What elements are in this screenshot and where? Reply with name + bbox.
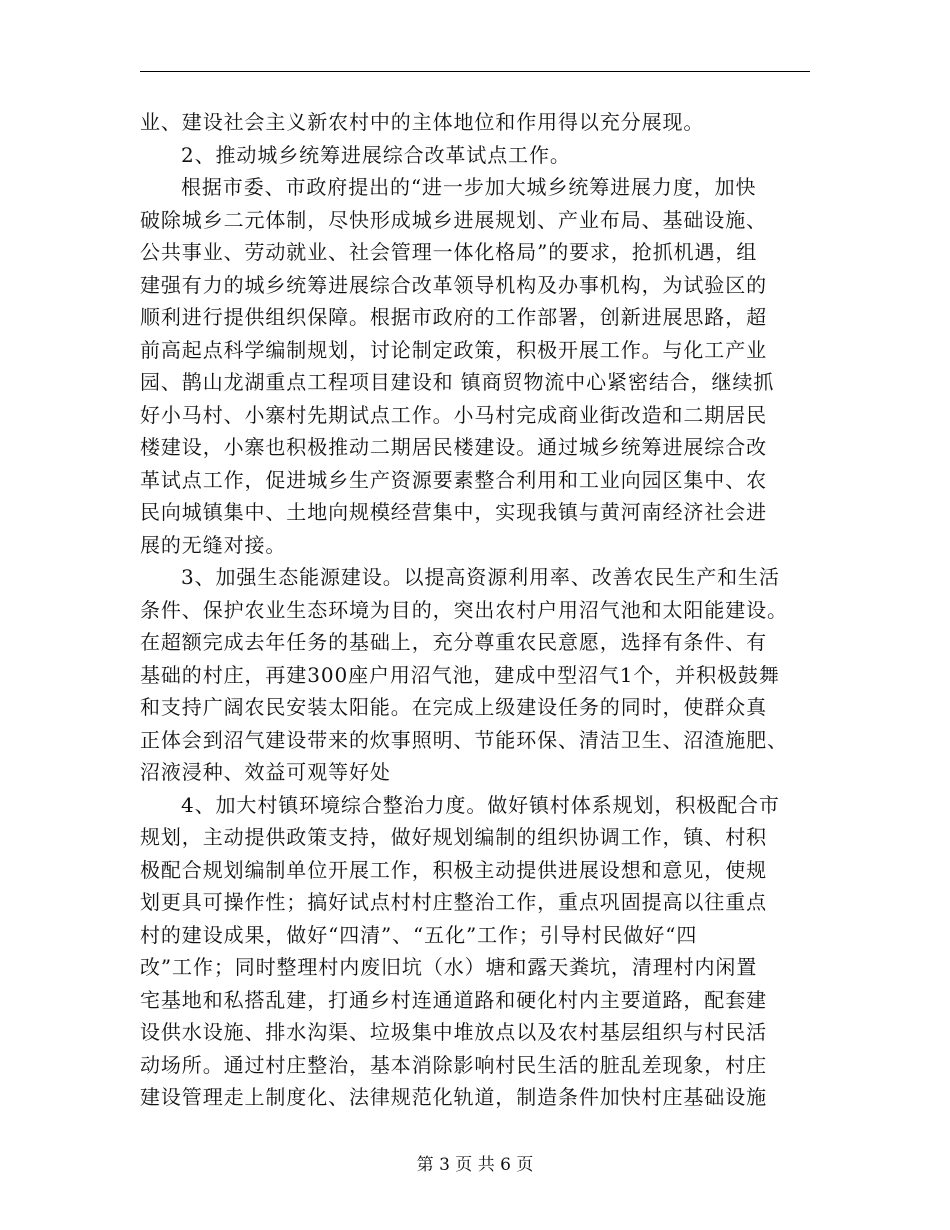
page-number-footer: 第 3 页 共 6 页 xyxy=(416,1155,534,1175)
text-line: 根据市委、市政府提出的“进一步加大城乡统筹进展力度，加快 xyxy=(181,175,757,199)
text-line: 和支持广阔农民安装太阳能。在完成上级建设任务的同时，使群众真 xyxy=(140,695,767,719)
text-line: 展的无缝对接。 xyxy=(140,532,287,557)
text-line: 设供水设施、排水沟渠、垃圾集中堆放点以及农村基层组织与村民活 xyxy=(140,1020,767,1044)
text-line: 动场所。通过村庄整治，基本消除影响村民生活的脏乱差现象，村庄 xyxy=(140,1052,767,1077)
text-line: 顺利进行提供组织保障。根据市政府的工作部署，创新进展思路，超 xyxy=(140,305,767,329)
text-line: 公共事业、劳动就业、社会管理一体化格局”的要求，抢抓机遇，组 xyxy=(140,240,758,264)
text-line: 划更具可操作性；搞好试点村村庄整治工作，重点巩固提高以往重点 xyxy=(140,890,767,914)
text-line: 前高起点科学编制规划，讨论制定政策，积极开展工作。与化工产业 xyxy=(140,337,767,362)
text-line: 建强有力的城乡统筹进展综合改革领导机构及办事机构，为试验区的 xyxy=(140,272,767,297)
text-line: 基础的村庄，再建300座户用沼气池，建成中型沼气1个，并积极鼓舞 xyxy=(140,662,780,687)
text-line: 村的建设成果，做好“四清”、“五化”工作；引导村民做好“四 xyxy=(140,922,698,947)
text-line: 在超额完成去年任务的基础上，充分尊重农民意愿，选择有条件、有 xyxy=(140,630,767,654)
text-line: 沼液浸种、效益可观等好处 xyxy=(140,760,391,784)
text-line: 建设管理走上制度化、法律规范化轨道，制造条件加快村庄基础设施 xyxy=(140,1085,767,1109)
text-line: 破除城乡二元体制，尽快形成城乡进展规划、产业布局、基础设施、 xyxy=(140,207,767,232)
text-line: 宅基地和私搭乱建，打通乡村连通道路和硬化村内主要道路，配套建 xyxy=(140,987,767,1012)
text-line: 民向城镇集中、土地向规模经营集中，实现我镇与黄河南经济社会进 xyxy=(140,500,767,524)
text-line: 革试点工作，促进城乡生产资源要素整合利用和工业向园区集中、农 xyxy=(140,467,767,492)
text-line: 改”工作；同时整理村内废旧坑（水）塘和露天粪坑，清理村内闲置 xyxy=(140,955,758,979)
text-line: 极配合规划编制单位开展工作，积极主动提供进展设想和意见，使规 xyxy=(140,857,767,882)
text-line: 楼建设，小寨也积极推动二期居民楼建设。通过城乡统筹进展综合改 xyxy=(140,435,767,459)
document-body xyxy=(140,106,810,1114)
section-paragraph-start: 4、加大村镇环境综合整治力度。做好镇村体系规划，积极配合市 xyxy=(181,792,780,817)
header-rule xyxy=(140,71,810,72)
text-line: 规划，主动提供政策支持，做好规划编制的组织协调工作，镇、村积 xyxy=(140,825,767,849)
section-heading: 2、推动城乡统筹进展综合改革试点工作。 xyxy=(181,142,571,167)
text-line: 好小马村、小寨村先期试点工作。小马村完成商业街改造和二期居民 xyxy=(140,402,767,427)
text-line: 条件、保护农业生态环境为目的，突出农村户用沼气池和太阳能建设。 xyxy=(140,597,788,622)
text-line: 业、建设社会主义新农村中的主体地位和作用得以充分展现。 xyxy=(140,110,705,134)
text-line: 正体会到沼气建设带来的炊事照明、节能环保、清洁卫生、沼渣施肥、 xyxy=(140,727,788,752)
section-paragraph-start: 3、加强生态能源建设。以提高资源利用率、改善农民生产和生活 xyxy=(181,565,780,589)
text-line: 园、鹊山龙湖重点工程项目建设和 镇商贸物流中心紧密结合，继续抓 xyxy=(140,370,775,394)
